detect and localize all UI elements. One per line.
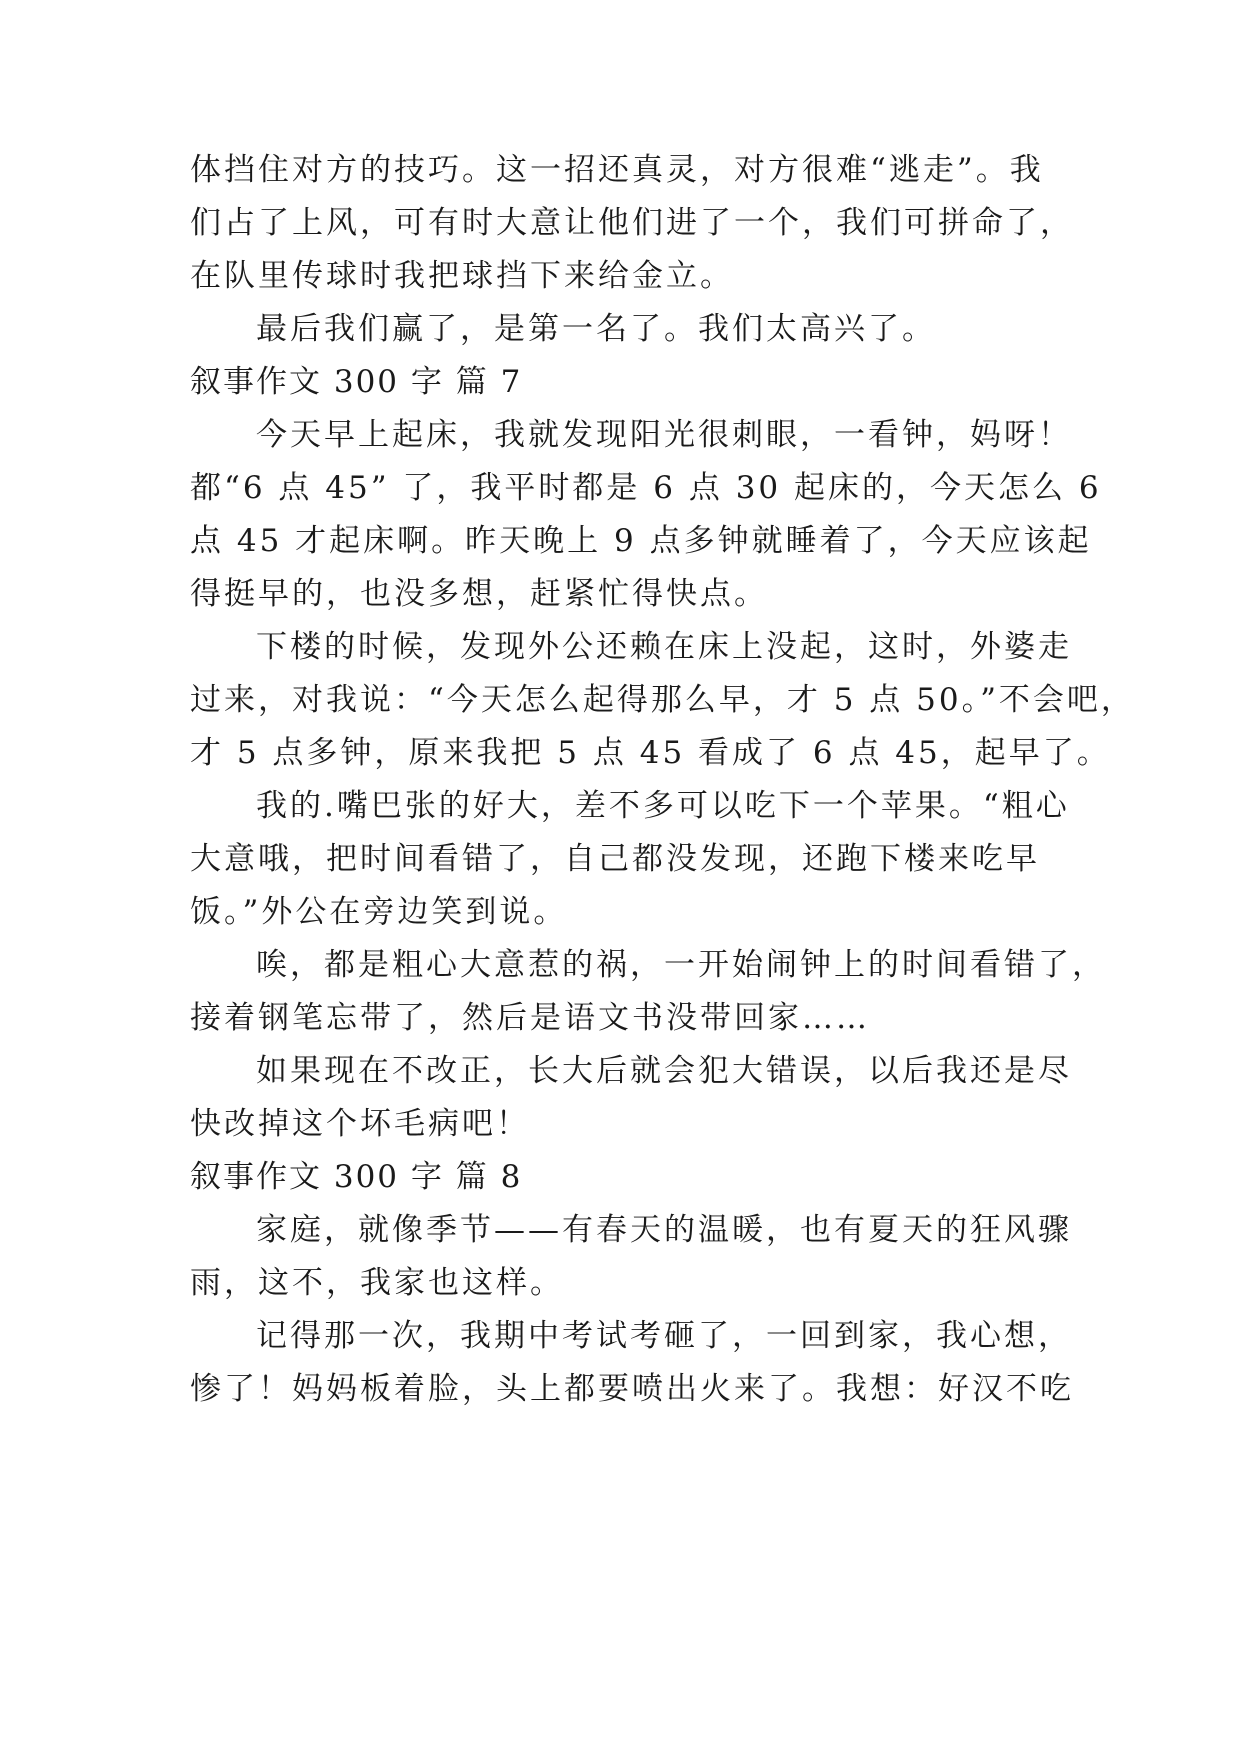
paragraph-line: 在队里传球时我把球挡下来给金立。 (190, 258, 734, 294)
paragraph-line: 快改掉这个坏毛病吧！ (190, 1106, 530, 1142)
paragraph-line: 唉，都是粗心大意惹的祸，一开始闹钟上的时间看错了， (256, 947, 1106, 983)
paragraph-line: 雨，这不，我家也这样。 (190, 1265, 564, 1301)
paragraph-line: 大意哦，把时间看错了，自己都没发现，还跑下楼来吃早 (190, 841, 1040, 877)
paragraph-line: 过来，对我说：“今天怎么起得那么早，才 5 点 50。”不会吧， (190, 682, 1135, 718)
paragraph-line: 今天早上起床，我就发现阳光很刺眼，一看钟，妈呀！ (256, 417, 1072, 453)
paragraph-line: 饭。”外公在旁边笑到说。 (190, 894, 568, 930)
section-heading: 叙事作文 300 字 篇 8 (190, 1159, 523, 1195)
paragraph-line: 记得那一次，我期中考试考砸了，一回到家，我心想， (256, 1318, 1072, 1354)
paragraph-line: 得挺早的，也没多想，赶紧忙得快点。 (190, 576, 768, 612)
paragraph-line: 下楼的时候，发现外公还赖在床上没起，这时，外婆走 (256, 629, 1072, 665)
paragraph-line: 最后我们赢了，是第一名了。我们太高兴了。 (256, 311, 936, 347)
paragraph-line: 们占了上风，可有时大意让他们进了一个，我们可拼命了， (190, 205, 1074, 241)
paragraph-line: 体挡住对方的技巧。这一招还真灵，对方很难“逃走”。我 (190, 152, 1044, 188)
paragraph-line: 才 5 点多钟，原来我把 5 点 45 看成了 6 点 45，起早了。 (190, 735, 1111, 771)
paragraph-line: 都“6 点 45” 了，我平时都是 6 点 30 起床的，今天怎么 6 (190, 470, 1102, 506)
section-heading: 叙事作文 300 字 篇 7 (190, 364, 523, 400)
paragraph-line: 点 45 才起床啊。昨天晚上 9 点多钟就睡着了，今天应该起 (190, 523, 1092, 559)
paragraph-line: 惨了！妈妈板着脸，头上都要喷出火来了。我想：好汉不吃 (190, 1371, 1074, 1407)
paragraph-line: 接着钢笔忘带了，然后是语文书没带回家…… (190, 1000, 870, 1036)
paragraph-line: 我的.嘴巴张的好大，差不多可以吃下一个苹果。“粗心 (256, 788, 1070, 824)
paragraph-line: 家庭，就像季节——有春天的温暖，也有夏天的狂风骤 (256, 1212, 1072, 1248)
paragraph-line: 如果现在不改正，长大后就会犯大错误，以后我还是尽 (256, 1053, 1072, 1089)
